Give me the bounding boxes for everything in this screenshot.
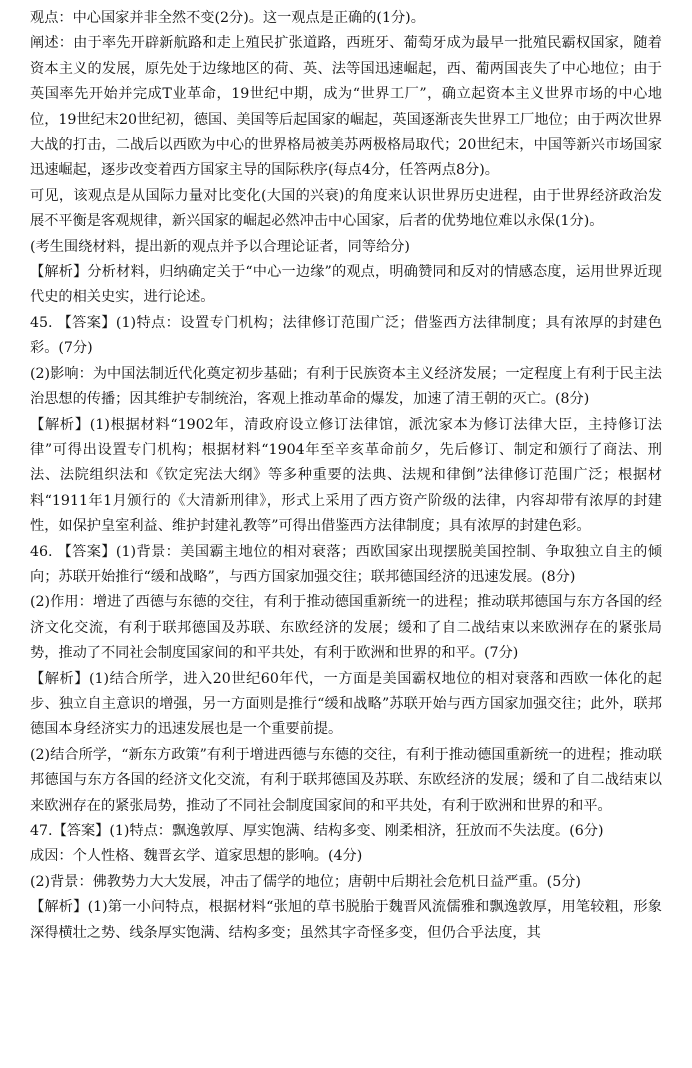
paragraph-answer-46-1: 46. 【答案】(1)背景：美国霸主地位的相对衰落；西欧国家出现摆脱美国控制、争取独立自主的倾向；苏联开始推行“缓和战略”，与西方国家加强交往；联邦德国经济的迅速发展。(8分) bbox=[30, 543, 662, 585]
paragraph-elaboration: 阐述：由于率先开辟新航路和走上殖民扩张道路，西班牙、葡萄牙成为最早一批殖民霸权国家，随着资本主义的发展，原先处于边缘地区的荷、英、法等国迅速崛起，西、葡两国丧失了中心地位；由于英国率先开始并完成T业革命，19世纪中期，成为“世界工厂”，确立起资本主义世界市场的中心地位，19世纪末20世纪初，德国、美国等后起国家的崛起，英国逐渐丧失世界工厂地位；由于两次世界大战的打击，二战后以西欧为中心的世界格局被美苏两极格局取代；20世纪末，中国等新兴市场国家迅速崛起，逐步改变着西方国家主导的国际秩序(每点4分，任答两点8分)。 bbox=[30, 35, 662, 179]
paragraph-answer-46-2: (2)作用：增进了西德与东德的交往，有利于推动德国重新统一的进程；推动联邦德国与东方各国的经济文化交流，有利于联邦德国及苏联、东欧经济的发展；缓和了自二战结束以来欧洲存在的紧张局势，推动了不同社会制度国家间的和平共处，有利于欧洲和世界的和平。(7分) bbox=[30, 594, 662, 662]
paragraph-answer-47-cause: 成因：个人性格、魏晋玄学、道家思想的影响。(4分) bbox=[30, 848, 363, 865]
paragraph-analysis-46-2: (2)结合所学，“新东方政策”有利于增进西德与东德的交往，有利于推动德国重新统一的进程；推动联邦德国与东方各国的经济文化交流，有利于联邦德国及苏联、东欧经济的发展；缓和了自二战结束以来欧洲存在的紧张局势，推动了不同社会制度国家间的和平共处，有利于欧洲和世界的和平。 bbox=[30, 746, 662, 814]
paragraph-answer-47-1: 47.【答案】(1)特点：飘逸敦厚、厚实饱满、结构多变、刚柔相济，狂放而不失法度。(6分) bbox=[30, 823, 604, 839]
paragraph-analysis-45: 【解析】(1)根据材料“1902年，清政府设立修订法律馆，派沈家本为修订法律大臣，主持修订法律”可得出设置专门机构；根据材料“1904年至辛亥革命前夕，先后修订、制定和颁行了商法、刑法、法院组织法和《钦定宪法大纲》等多种重要的法典、法规和律倒”法律修订范围广泛；根据材料“1911年1月颁行的《大清新刑律》，形式上采用了西方资产阶级的法律，内容却带有浓厚的封建性，如保护皇室利益、维护封建礼教等”可得出借鉴西方法律制度；具有浓厚的封建色彩。 bbox=[30, 416, 662, 535]
paragraph-answer-45-2: (2)影响：为中国法制近代化奠定初步基础；有利于民族资本主义经济发展；一定程度上有利于民主法治思想的传播；因其维护专制统治，客观上推动革命的爆发，加速了清王朝的灭亡。(8分) bbox=[30, 365, 662, 408]
paragraph-analysis-47: 【解析】(1)第一小问特点，根据材料“张旭的草书脱胎于魏晋风流儒雅和飘逸敦厚，用笔较粗，形象深得横壮之势、线条厚实饱满、结构多变；虽然其字奇怪多变，但仍合乎法度，其 bbox=[30, 899, 662, 941]
paragraph-analysis-46-1: 【解析】(1)结合所学，进入20世纪60年代，一方面是美国霸权地位的相对衰落和西欧一体化的起步、独立自主意识的增强，另一方面则是推行“缓和战略”苏联开始与西方国家加强交往；此外，联邦德国本身经济实力的迅速发展也是一个重要前提。 bbox=[30, 670, 662, 738]
paragraph-analysis-44: 【解析】分析材料，归纳确定关于“中心一边缘”的观点，明确赞同和反对的情感态度，运用世界近现代史的相关史实，进行论述。 bbox=[30, 264, 662, 306]
paragraph-grading-note: (考生围绕材料，提出新的观点并予以合理论证者，同等给分) bbox=[30, 238, 410, 255]
paragraph-answer-47-2: (2)背景：佛教势力大大发展，冲击了儒学的地位；唐朝中后期社会危机日益严重。(5分) bbox=[30, 873, 581, 890]
paragraph-answer-45-1: 45. 【答案】(1)特点：设置专门机构；法律修订范围广泛；借鉴西方法律制度；具有浓厚的封建色彩。(7分) bbox=[30, 314, 662, 357]
paragraph-viewpoint: 观点：中心国家并非全然不变(2分)。这一观点是正确的(1分)。 bbox=[30, 10, 425, 26]
paragraph-conclusion: 可见，该观点是从国际力量对比变化(大国的兴衰)的角度来认识世界历史进程，由于世界经济政治发展不平衡是客观规律，新兴国家的崛起必然冲击中心国家，后者的优势地位难以永保(1分)。 bbox=[30, 187, 662, 230]
